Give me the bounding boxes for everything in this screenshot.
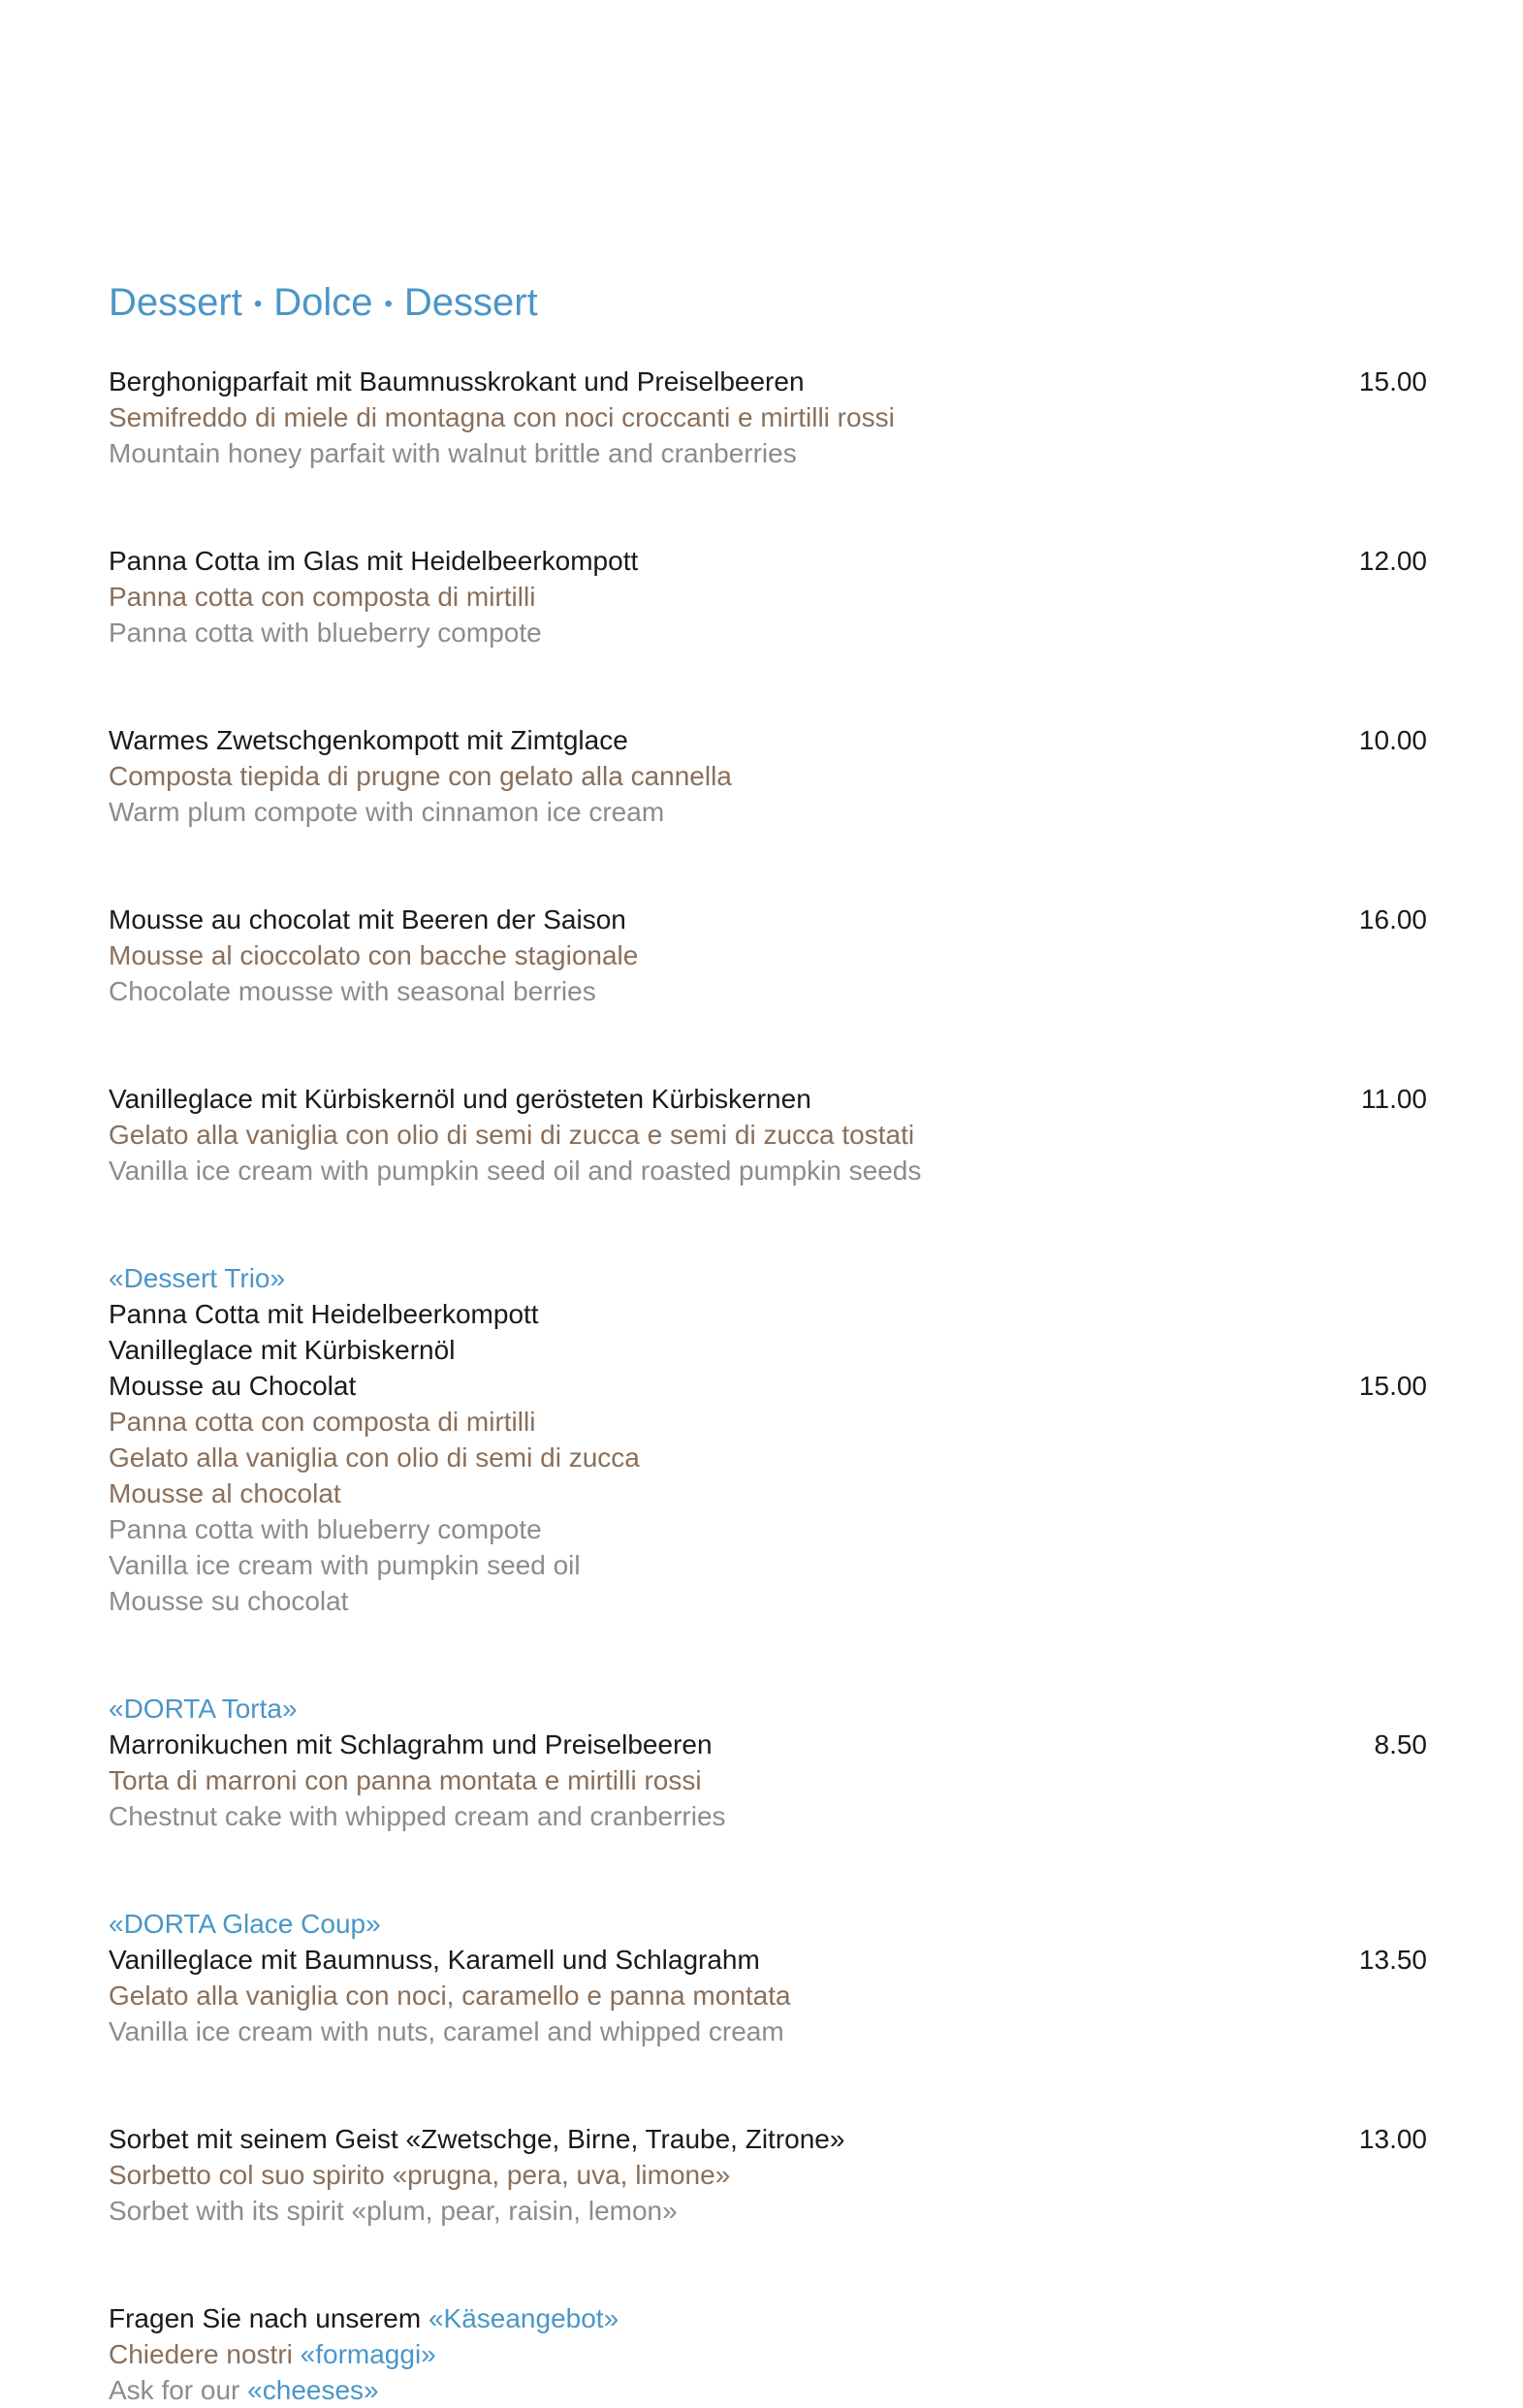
item-name-en: Panna cotta with blueberry compote [109, 1514, 542, 1544]
item-name-de: Warmes Zwetschgenkompott mit Zimtglace [109, 725, 628, 755]
item-price: 16.00 [1358, 904, 1427, 935]
item-name-it: Panna cotta con composta di mirtilli [109, 582, 536, 612]
item-name-en: Mousse su chocolat [109, 1586, 349, 1616]
item-name-en: Chestnut cake with whipped cream and cranberries [109, 1801, 726, 1831]
item-price: 8.50 [1374, 1729, 1427, 1759]
item-price: 15.00 [1358, 1371, 1427, 1401]
cheese-text-it: Chiedere nostri [109, 2339, 301, 2369]
title-english: Dessert [403, 281, 538, 324]
title-separator-dot: • [384, 291, 393, 318]
menu-item [109, 722, 1427, 830]
menu-item-glace-coup [109, 1906, 1427, 2049]
item-name-en: Mountain honey parfait with walnut brittle and cranberries [109, 438, 797, 468]
menu-item [109, 902, 1427, 1009]
item-name-de: Vanilleglace mit Baumnuss, Karamell und Schlagrahm [109, 1945, 760, 1975]
menu-item-dorta-torta [109, 1691, 1427, 1834]
cheese-highlight-it: «formaggi» [300, 2339, 436, 2369]
cheese-text-en: Ask for our [109, 2375, 248, 2405]
menu-item-dessert-trio [109, 1260, 1427, 1619]
item-price: 12.00 [1358, 546, 1427, 576]
item-name-it: Mousse al chocolat [109, 1478, 341, 1508]
item-name-en: Warm plum compote with cinnamon ice cream [109, 797, 665, 827]
title-italian: Dolce [273, 281, 373, 324]
item-name-it: Sorbetto col suo spirito «prugna, pera, uva, limone» [109, 2160, 731, 2190]
item-name-it: Mousse al cioccolato con bacche stagionale [109, 940, 639, 970]
menu-item [109, 364, 1427, 471]
item-subtitle: «DORTA Glace Coup» [109, 1909, 381, 1939]
item-name-en: Panna cotta with blueberry compote [109, 618, 542, 648]
item-name-de: Mousse au chocolat mit Beeren der Saison [109, 904, 626, 935]
item-name-it: Composta tiepida di prugne con gelato alla cannella [109, 761, 732, 791]
item-price: 10.00 [1358, 725, 1427, 755]
item-name-de: Panna Cotta im Glas mit Heidelbeerkompott [109, 546, 639, 576]
cheese-note [109, 2300, 1427, 2408]
item-name-en: Vanilla ice cream with pumpkin seed oil and roasted pumpkin seeds [109, 1156, 922, 1186]
item-name-it: Semifreddo di miele di montagna con noci croccanti e mirtilli rossi [109, 402, 895, 432]
item-name-it: Panna cotta con composta di mirtilli [109, 1407, 536, 1437]
item-price: 11.00 [1361, 1084, 1427, 1114]
item-name-de: Panna Cotta mit Heidelbeerkompott [109, 1299, 539, 1329]
item-name-it: Gelato alla vaniglia con olio di semi di zucca [109, 1442, 640, 1473]
item-name-de: Berghonigparfait mit Baumnusskrokant und Preiselbeeren [109, 366, 805, 396]
item-price: 15.00 [1358, 366, 1427, 396]
page-title [109, 281, 538, 325]
cheese-highlight-de: «Käseangebot» [428, 2303, 619, 2333]
item-price: 13.00 [1358, 2124, 1427, 2154]
item-price: 13.50 [1358, 1945, 1427, 1975]
item-name-de: Vanilleglace mit Kürbiskernöl und gerösteten Kürbiskernen [109, 1084, 811, 1114]
menu-item [109, 543, 1427, 650]
cheese-highlight-en: «cheeses» [247, 2375, 379, 2405]
item-name-en: Chocolate mousse with seasonal berries [109, 976, 596, 1006]
cheese-text-de: Fragen Sie nach unserem [109, 2303, 428, 2333]
item-name-de: Mousse au Chocolat [109, 1371, 357, 1401]
item-name-it: Gelato alla vaniglia con olio di semi di zucca e semi di zucca tostati [109, 1120, 915, 1150]
item-subtitle: «DORTA Torta» [109, 1694, 298, 1724]
title-german: Dessert [109, 281, 242, 324]
item-subtitle: «Dessert Trio» [109, 1263, 286, 1293]
title-separator-dot: • [253, 291, 263, 318]
item-name-en: Vanilla ice cream with pumpkin seed oil [109, 1550, 581, 1580]
item-name-it: Torta di marroni con panna montata e mirtilli rossi [109, 1765, 702, 1795]
menu-item-sorbet [109, 2121, 1427, 2229]
item-name-de: Vanilleglace mit Kürbiskernöl [109, 1335, 456, 1365]
item-name-en: Sorbet with its spirit «plum, pear, raisin, lemon» [109, 2196, 678, 2226]
item-name-it: Gelato alla vaniglia con noci, caramello e panna montata [109, 1980, 791, 2011]
item-name-en: Vanilla ice cream with nuts, caramel and whipped cream [109, 2016, 784, 2046]
item-name-de: Sorbet mit seinem Geist «Zwetschge, Birne, Traube, Zitrone» [109, 2124, 845, 2154]
dessert-menu-list [109, 364, 1427, 2408]
item-name-de: Marronikuchen mit Schlagrahm und Preiselbeeren [109, 1729, 713, 1759]
menu-item [109, 1081, 1427, 1188]
